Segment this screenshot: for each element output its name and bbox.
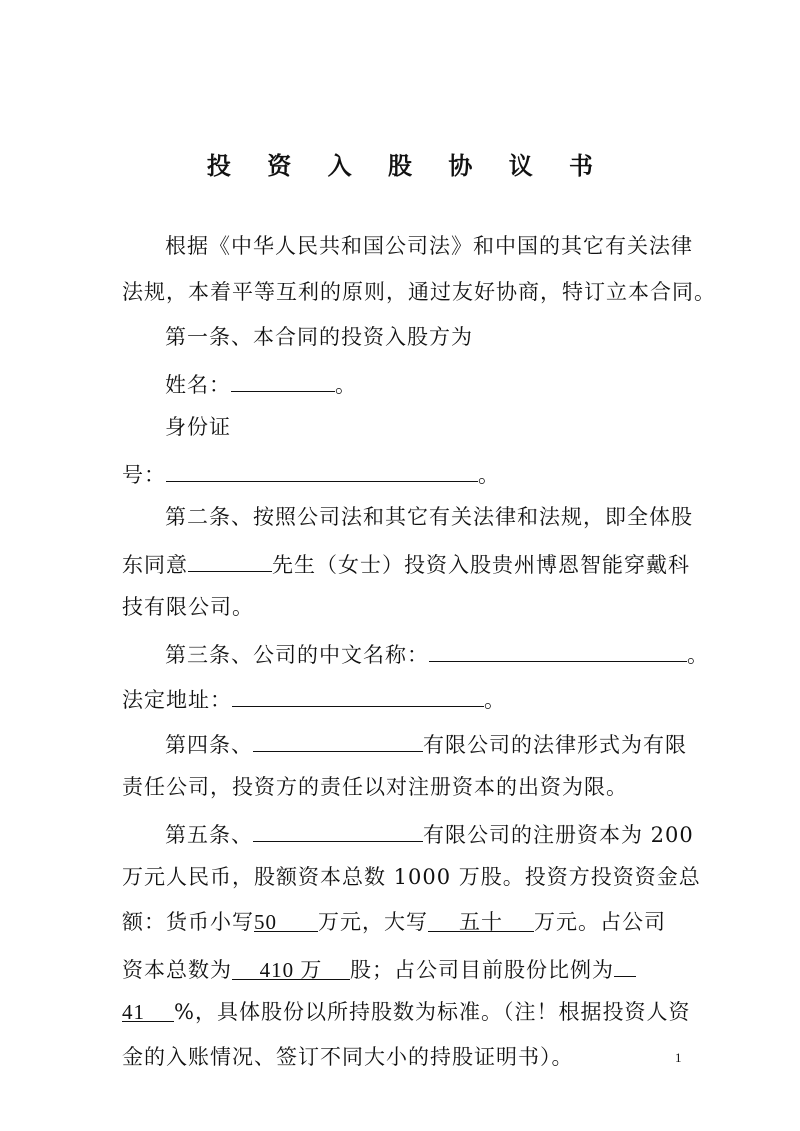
article-4-text: 有限公司的法律形式为有限 — [423, 733, 687, 757]
share-ratio-label: 股；占公司目前股份比例为 — [350, 958, 614, 982]
article-4-label: 第四条、 — [165, 733, 253, 757]
name-label: 姓名： — [165, 373, 231, 397]
name-field-line — [165, 367, 357, 400]
article-3-line-1 — [165, 637, 709, 670]
article-1-heading: 第一条、本合同的投资入股方为 — [165, 325, 473, 349]
amount-lowercase-field[interactable]: 50 — [254, 907, 318, 932]
id-number-field-line — [122, 457, 500, 490]
paragraph-intro-line-1: 根据《中华人民共和国公司法》和中国的其它有关法律 — [165, 234, 693, 258]
article-5-company-blank[interactable] — [253, 817, 423, 842]
article-4-line-2: 责任公司，投资方的责任以对注册资本的出资为限。 — [122, 775, 628, 799]
name-blank[interactable] — [231, 367, 335, 392]
share-count-label: 资本总数为 — [122, 958, 232, 982]
article-5-label: 第五条、 — [165, 823, 253, 847]
article-5-line-5 — [122, 997, 690, 1027]
article-2-line-3: 技有限公司。 — [122, 595, 254, 619]
id-number-end-punct: 。 — [478, 463, 500, 487]
document-title: 投 资 入 股 协 议 书 — [206, 151, 608, 180]
article-5-line-1 — [165, 817, 694, 850]
legal-address-line — [122, 682, 506, 715]
share-ratio-field[interactable]: 41 — [122, 997, 174, 1022]
legal-address-blank[interactable] — [232, 682, 484, 707]
article-5-line-2: 万元人民币，股额资本总数 1000 万股。投资方投资资金总 — [122, 865, 701, 889]
id-card-label-line: 身份证 — [165, 415, 231, 439]
share-ratio-text: %，具体股份以所持股数为标准。（注！根据投资人资 — [174, 1000, 691, 1024]
article-5-line-6: 金的入账情况、签订不同大小的持股证明书）。 — [122, 1045, 574, 1069]
investor-name-blank[interactable] — [188, 547, 272, 572]
id-number-blank[interactable] — [166, 457, 478, 482]
article-5-line-3 — [122, 907, 666, 937]
company-name-blank[interactable] — [429, 637, 687, 662]
article-2-text-a: 东同意 — [122, 553, 188, 577]
legal-address-label: 法定地址： — [122, 688, 232, 712]
amount-text-c: 万元。占公司 — [534, 910, 666, 934]
share-ratio-blank-start — [614, 952, 636, 977]
article-5-line-4 — [122, 952, 636, 985]
id-number-label: 号： — [122, 463, 166, 487]
article-2-line-2 — [122, 547, 690, 580]
legal-address-end-punct: 。 — [484, 688, 506, 712]
article-4-company-blank[interactable] — [253, 727, 423, 752]
article-4-line-1 — [165, 727, 687, 760]
article-2-text-b: 先生（女士）投资入股贵州博恩智能穿戴科 — [272, 553, 690, 577]
share-count-field[interactable]: 410 万 — [232, 955, 350, 980]
name-end-punct: 。 — [335, 373, 357, 397]
company-name-label: 第三条、公司的中文名称： — [165, 643, 429, 667]
amount-uppercase-field[interactable]: 五十 — [428, 907, 534, 932]
article-5-text: 有限公司的注册资本为 200 — [423, 823, 694, 847]
paragraph-intro-line-2: 法规，本着平等互利的原则，通过友好协商，特订立本合同。 — [122, 280, 716, 304]
article-2-line-1: 第二条、按照公司法和其它有关法律和法规，即全体股 — [165, 505, 693, 529]
amount-text-b: 万元，大写 — [318, 910, 428, 934]
company-name-end-punct: 。 — [687, 643, 709, 667]
amount-label: 额：货币小写 — [122, 910, 254, 934]
page-number: 1 — [675, 1050, 682, 1065]
